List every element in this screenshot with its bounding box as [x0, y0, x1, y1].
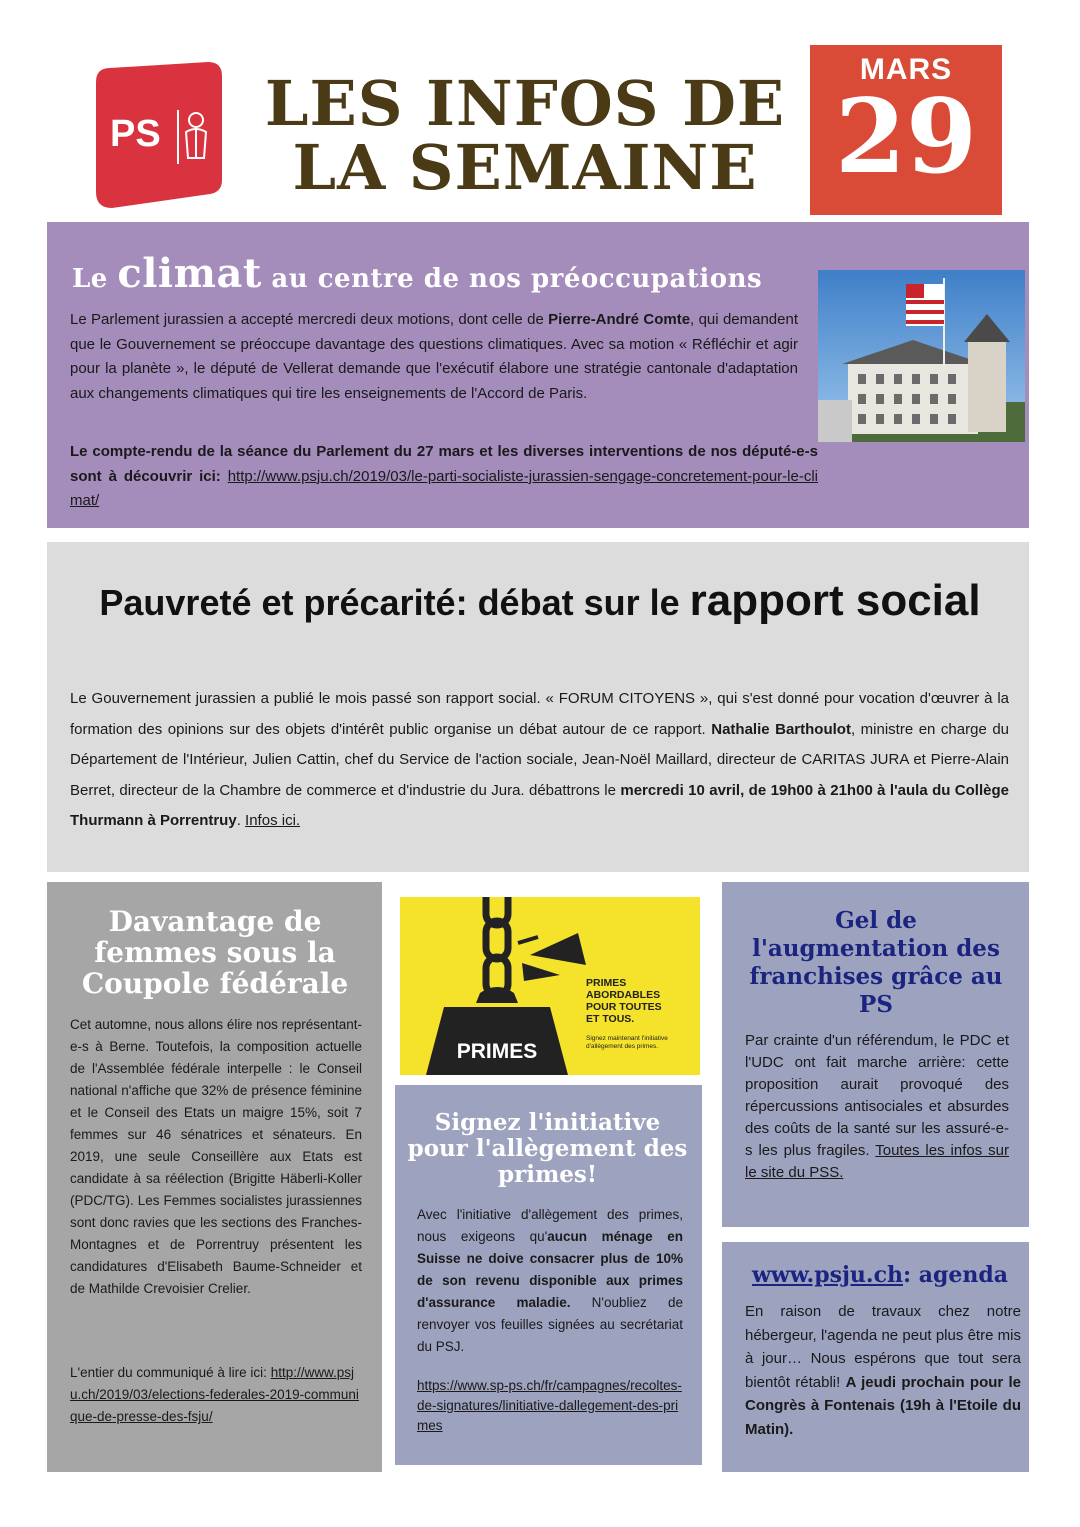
- date-box: [810, 45, 1002, 215]
- primes-campaign-image: [400, 897, 700, 1075]
- gel-text: Par crainte d'un référendum, le PDC et l'UDC ont fait marche arrière: cette proposition aurait provoqué des répercussions antisociales et absurdes des coûts de la santé sur les assuré-e-s les plus fragiles.: [745, 1032, 1009, 1159]
- pauvrete-event-date: mercredi 10 avril, de 19h00 à 21h00 à l'aula du Collège Thurmann à Porrentruy: [70, 781, 1009, 829]
- femmes-link[interactable]: http://www.psju.ch/2019/03/elections-federales-2019-communique-de-presse-des-fsju/: [70, 1365, 359, 1424]
- agenda-title-rest: : agenda: [902, 1262, 1009, 1288]
- title-line-1: LES INFOS DE: [264, 67, 786, 140]
- primes-weight-label: PRIMES: [456, 1040, 538, 1063]
- femmes-title: Davantage de femmes sous la Coupole fédérale: [81, 905, 349, 1000]
- pauvrete-title-a: Pauvreté et précarité: débat sur le: [99, 582, 690, 623]
- gel-title: Gel de l'augmentation des franchises grâce au PS: [749, 907, 1003, 1018]
- pauvrete-text-c: .: [236, 812, 246, 829]
- initiative-paragraph: [417, 1204, 683, 1358]
- pauvrete-text-a: Le Gouvernement jurassien a publié le mois passé son rapport social. « FORUM CITOYENS », qui s'est donné pour vocation d'œuvrer à la formation des opinions sur des objets d'intérêt public organise un débat autour de ce rapport.: [70, 690, 1009, 738]
- climat-title: [72, 250, 812, 297]
- pauvrete-title-big: rapport social: [689, 576, 981, 625]
- initiative-text-a: Avec l'initiative d'allègement des primes, nous exigeons qu': [417, 1207, 683, 1244]
- climat-text-b: , qui demandent que le Gouvernement se préoccupe davantage des questions climatiques. Avec sa motion « Réfléchir et agir pour la planète », le député de Vellerat demande que l'exécutif élabore une stratégie cantonale d'adaptation aux changements climatiques qui tire les enseignements de l'Accord de Paris.: [70, 311, 798, 402]
- climat-deputy-name: Pierre-André Comte: [548, 311, 691, 328]
- pauvrete-minister-name: Nathalie Barthoulot: [711, 720, 851, 738]
- primes-slogan: PRIMES ABORDABLES POUR TOUTES ET TOUS.: [586, 977, 662, 1025]
- climat-link[interactable]: http://www.psju.ch/2019/03/le-parti-socialiste-jurassien-sengage-concretement-pour-le-climat/: [70, 467, 818, 509]
- initiative-link[interactable]: [417, 1376, 683, 1436]
- title-line-2: LA SEMAINE: [292, 131, 758, 204]
- pauvrete-info-link[interactable]: Infos ici.: [245, 812, 301, 829]
- gel-paragraph: [745, 1030, 1009, 1184]
- initiative-link-text[interactable]: https://www.sp-ps.ch/fr/campagnes/recoltes-de-signatures/linitiative-dallegement-des-primes: [417, 1378, 682, 1433]
- initiative-text-bold: aucun ménage en Suisse ne doive consacrer plus de 10% de son revenu disponible aux primes d'assurance maladie.: [417, 1229, 683, 1310]
- agenda-title: [745, 1262, 1015, 1288]
- climat-title-big: climat: [117, 250, 262, 297]
- climat-link-intro: Le compte-rendu de la séance du Parlement du 27 mars et les diverses interventions de nos député-e-s sont à découvrir ici:: [70, 443, 818, 485]
- agenda-text-bold: A jeudi prochain pour le Congrès à Fontenais (19h à l'Etoile du Matin).: [745, 1373, 1021, 1438]
- date-day: 29: [835, 77, 977, 197]
- agenda-paragraph: [745, 1300, 1021, 1441]
- climat-paragraph: [70, 308, 798, 406]
- pauvrete-text-b: , ministre en charge du Département de l'Intérieur, Julien Cattin, chef du Service de l'action sociale, Jean-Noël Maillard, directeur de CARITAS JURA et Pierre-Alain Berret, directeur de la Chambre de commerce et d'industrie du Jura. débattrons le: [70, 720, 1010, 799]
- pauvrete-title: [70, 578, 1010, 626]
- gel-info-link[interactable]: Toutes les infos sur le site du PSS.: [745, 1142, 1009, 1181]
- page-title: [240, 67, 810, 204]
- climat-title-pre: Le: [72, 264, 118, 294]
- initiative-title: Signez l'initiative pour l'allègement des primes!: [407, 1109, 688, 1188]
- climat-link-paragraph: [70, 440, 818, 514]
- agenda-text: En raison de travaux chez notre hébergeur, l'agenda ne peut plus être mis à jour… Nous espérons que tout sera bientôt rétabli!: [745, 1303, 1021, 1391]
- primes-sub: Signez maintenant l'initiative d'allègement des primes.: [586, 1035, 668, 1050]
- logo-text: PS: [110, 113, 161, 155]
- date-month: MARS: [859, 53, 953, 86]
- climat-text-a: Le Parlement jurassien a accepté mercredi deux motions, dont celle de: [70, 311, 549, 328]
- ps-logo: [90, 62, 226, 208]
- femmes-paragraph: Cet automne, nous allons élire nos représentant-e-s à Berne. Toutefois, la composition actuelle de l'Assemblée fédérale interpelle : le Conseil national n'affiche que 32% de présence féminine et le Conseil des Etats un maigre 15%, soit 7 femmes sur 46 sénatrices et sénateurs. En 2019, une seule Conseillère aux Etats est candidate à sa réélection (Brigitte Häberli-Koller (PDC/TG). Les Femmes socialistes jurassiennes sont donc ravies que les sections des Franches-Montagnes et de Porrentruy présentent les candidatures d'Elisabeth Baume-Schneider et de Mathilde Crevoisier Crelier.: [70, 1017, 362, 1296]
- initiative-text-b: N'oubliez de renvoyer vos feuilles signées au secrétariat du PSJ.: [417, 1295, 684, 1354]
- climat-title-post: au centre de nos préoccupations: [261, 264, 763, 294]
- femmes-link-intro: L'entier du communiqué à lire ici:: [70, 1365, 271, 1380]
- agenda-site-link[interactable]: www.psju.ch: [751, 1262, 903, 1288]
- castle-flag-photo: [818, 270, 1025, 442]
- femmes-link-paragraph: [70, 1362, 362, 1428]
- pauvrete-paragraph: [70, 684, 1009, 837]
